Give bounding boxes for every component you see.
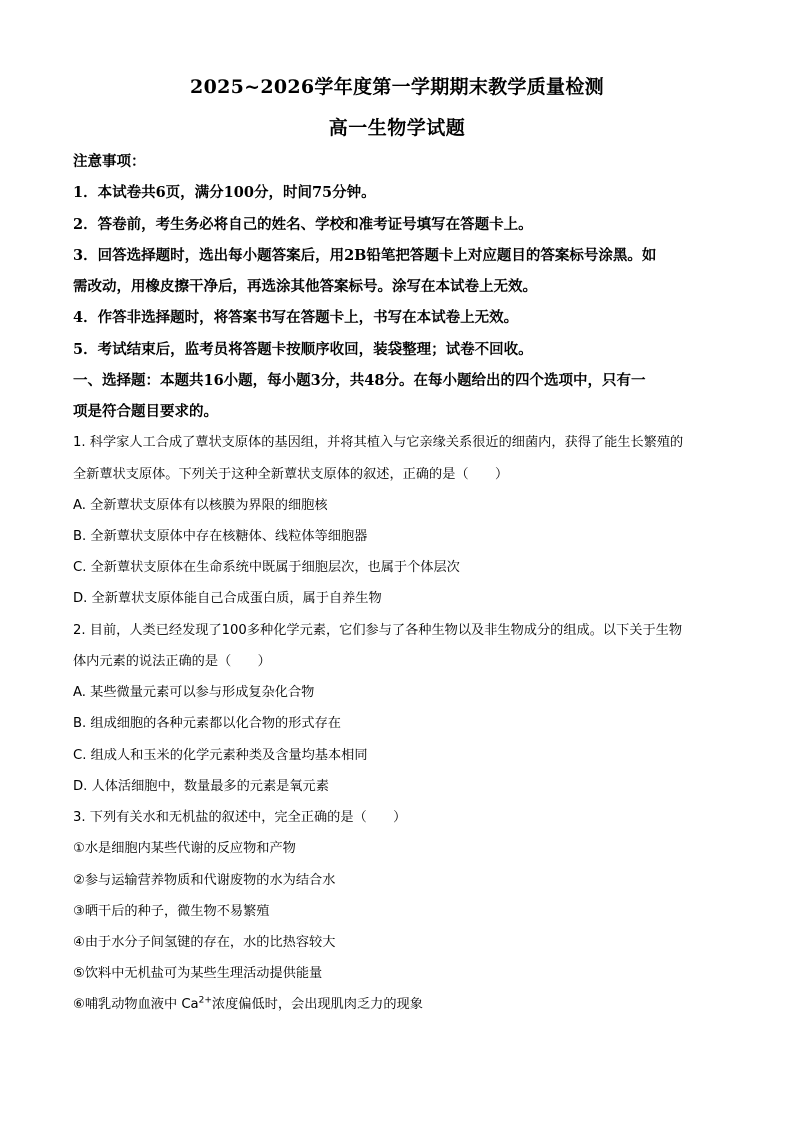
question-2-option-b: B. 组成细胞的各种元素都以化合物的形式存在 xyxy=(73,716,341,731)
section-heading: 一、选择题：本题共16小题，每小题3分，共48分。在每小题给出的四个选项中，只有一 xyxy=(73,372,646,389)
notice-item: 2．答卷前，考生务必将自己的姓名、学校和准考证号填写在答题卡上。 xyxy=(73,216,533,233)
section-heading-continued: 项是符合题目要求的。 xyxy=(73,403,218,420)
exam-title: 2025~2026学年度第一学期期末教学质量检测 xyxy=(190,76,604,98)
question-3-statement-2: ②参与运输营养物质和代谢废物的水为结合水 xyxy=(73,873,336,888)
question-1-option-c: C. 全新蕈状支原体在生命系统中既属于细胞层次，也属于个体层次 xyxy=(73,560,460,575)
question-1-option-a: A. 全新蕈状支原体有以核膜为界限的细胞核 xyxy=(73,498,328,513)
question-3-statement-4: ④由于水分子间氢键的存在，水的比热容较大 xyxy=(73,935,336,950)
question-2-option-d: D. 人体活细胞中，数量最多的元素是氧元素 xyxy=(73,779,329,794)
question-3-statement-6 xyxy=(73,993,733,1012)
question-1-stem-continued: 全新蕈状支原体。下列关于这种全新蕈状支原体的叙述，正确的是（ ） xyxy=(73,467,509,482)
exam-subtitle: 高一生物学试题 xyxy=(328,117,466,139)
question-1-option-d: D. 全新蕈状支原体能自己合成蛋白质，属于自养生物 xyxy=(73,591,382,606)
notice-item: 1．本试卷共6页，满分100分，时间75分钟。 xyxy=(73,184,376,201)
question-3-stem: 3. 下列有关水和无机盐的叙述中，完全正确的是（ ） xyxy=(73,810,407,825)
statement-6-text: ⑥哺乳动物血液中 Ca xyxy=(73,997,199,1012)
statement-6-text-end: 浓度偏低时，会出现肌肉乏力的现象 xyxy=(211,997,423,1012)
question-1-stem: 1. 科学家人工合成了蕈状支原体的基因组，并将其植入与它亲缘关系很近的细菌内，获得了能生长繁殖的 xyxy=(73,435,684,450)
calcium-charge-superscript: 2+ xyxy=(198,995,212,1006)
notice-item-continued: 需改动，用橡皮擦干净后，再选涂其他答案标号。涂写在本试卷上无效。 xyxy=(73,278,537,295)
question-1-option-b: B. 全新蕈状支原体中存在核糖体、线粒体等细胞器 xyxy=(73,529,368,544)
question-2-option-c: C. 组成人和玉米的化学元素种类及含量均基本相同 xyxy=(73,748,368,763)
question-2-stem-continued: 体内元素的说法正确的是（ ） xyxy=(73,654,271,669)
notice-item: 4．作答非选择题时，将答案书写在答题卡上，书写在本试卷上无效。 xyxy=(73,309,519,326)
notice-item: 5．考试结束后，监考员将答题卡按顺序收回，装袋整理；试卷不回收。 xyxy=(73,341,533,358)
question-2-stem: 2. 目前，人类已经发现了100多种化学元素，它们参与了各种生物以及非生物成分的组成。以下关于生物 xyxy=(73,623,683,638)
question-3-statement-5: ⑤饮料中无机盐可为某些生理活动提供能量 xyxy=(73,966,323,981)
question-3-statement-3: ③晒干后的种子，微生物不易繁殖 xyxy=(73,904,270,919)
question-3-statement-1: ①水是细胞内某些代谢的反应物和产物 xyxy=(73,841,296,856)
notice-item: 3．回答选择题时，选出每小题答案后，用2B铅笔把答题卡上对应题目的答案标号涂黑。如 xyxy=(73,247,657,264)
question-2-option-a: A. 某些微量元素可以参与形成复杂化合物 xyxy=(73,685,315,700)
notice-heading: 注意事项： xyxy=(73,153,146,170)
